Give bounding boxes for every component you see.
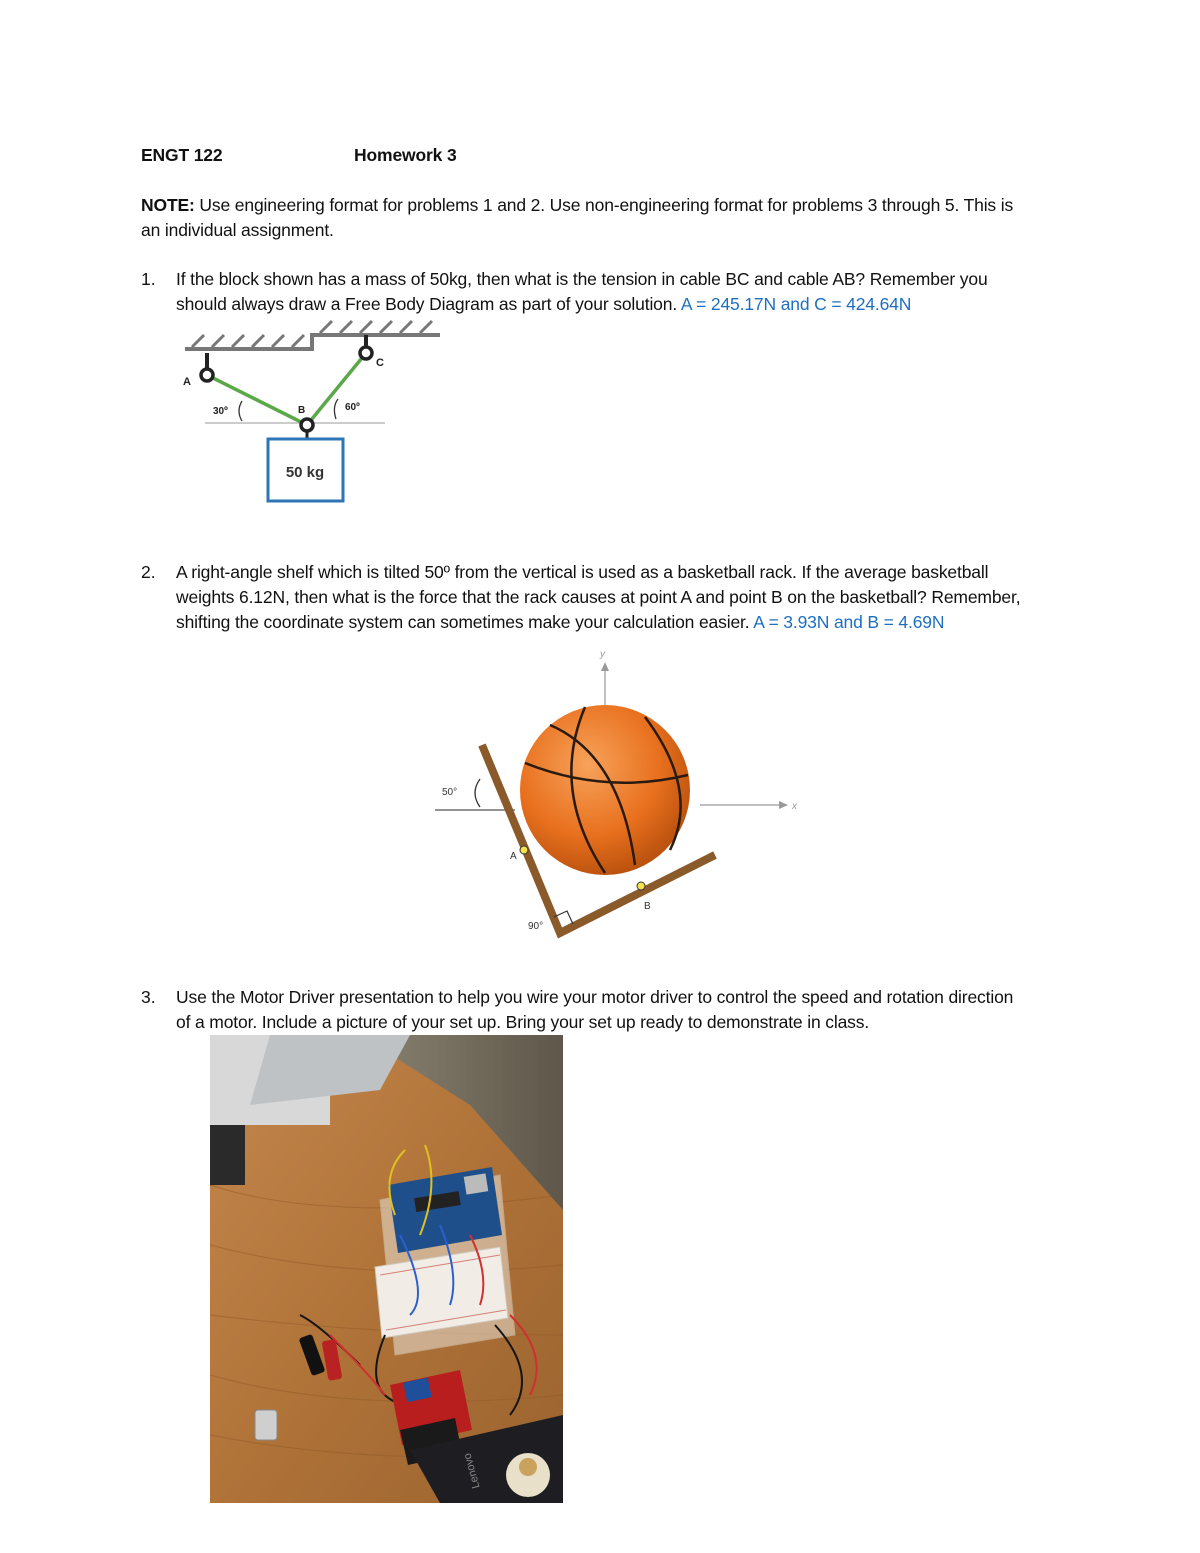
note-line-1 [141,193,1013,217]
note-text-1: Use engineering format for problems 1 and 2. Use non-engineering format for problems 3 through 5. This is [194,195,1014,215]
contact-point-a [520,846,528,854]
problem-3-number: 3. [141,987,156,1007]
problem-1-line-1: If the block shown has a mass of 50kg, then what is the tension in cable BC and cable AB? Remember you [176,269,988,289]
label-b: B [298,405,306,416]
label-c: C [376,357,384,369]
note-line-2: an individual assignment. [141,220,334,240]
angle-arc-right [334,399,338,419]
cable-bc [307,353,366,425]
problem-1-text: should always draw a Free Body Diagram as part of your solution. [176,294,681,314]
axis-y-label: y [600,649,605,660]
angle-30: 30º [213,406,228,417]
pin-c [360,347,372,359]
course-code: ENGT 122 [141,145,223,165]
problem-1-number: 1. [141,269,156,289]
laptop-brand-label: Lenovo [461,1451,483,1490]
basketball [520,705,690,875]
problem-2-line-1: A right-angle shelf which is tilted 50º from the vertical is used as a basketball rack. If the average basketball [176,562,989,582]
axis-x-label: x [792,801,797,812]
angle-90: 90° [528,921,544,932]
setup-photo [210,1035,563,1503]
problem-1-figure [180,315,450,510]
problem-2-answer: A = 3.93N and B = 4.69N [753,612,945,632]
contact-label-b: B [644,901,651,912]
problem-2-line-3 [176,610,944,634]
problem-2-figure [430,645,810,940]
cable-ab [207,375,307,425]
problem-1-line-2 [176,292,911,316]
problem-3-line-2: of a motor. Include a picture of your set up. Bring your set up ready to demonstrate in class. [176,1012,870,1032]
problem-2-number: 2. [141,562,156,582]
dc-motor [255,1410,277,1440]
problem-1-answer: A = 245.17N and C = 424.64N [680,294,912,314]
label-a: A [183,376,191,388]
problem-2-text: shifting the coordinate system can sometimes make your calculation easier. [176,612,754,632]
problem-3-line-1: Use the Motor Driver presentation to help you wire your motor driver to control the speed and rotation direction [176,987,1014,1007]
note-label: NOTE: [141,195,195,215]
contact-label-a: A [510,851,517,862]
problem-2-line-2: weights 6.12N, then what is the force that the rack causes at point A and point B on the basketball? Remember, [176,587,1021,607]
pin-a [201,369,213,381]
assignment-title: Homework 3 [354,145,457,165]
angle-60: 60º [345,402,360,413]
angle-arc-left [239,401,242,421]
contact-point-b [637,882,645,890]
angle-50: 50° [442,787,458,798]
ring-b [301,419,313,431]
block-label: 50 kg [285,464,325,481]
